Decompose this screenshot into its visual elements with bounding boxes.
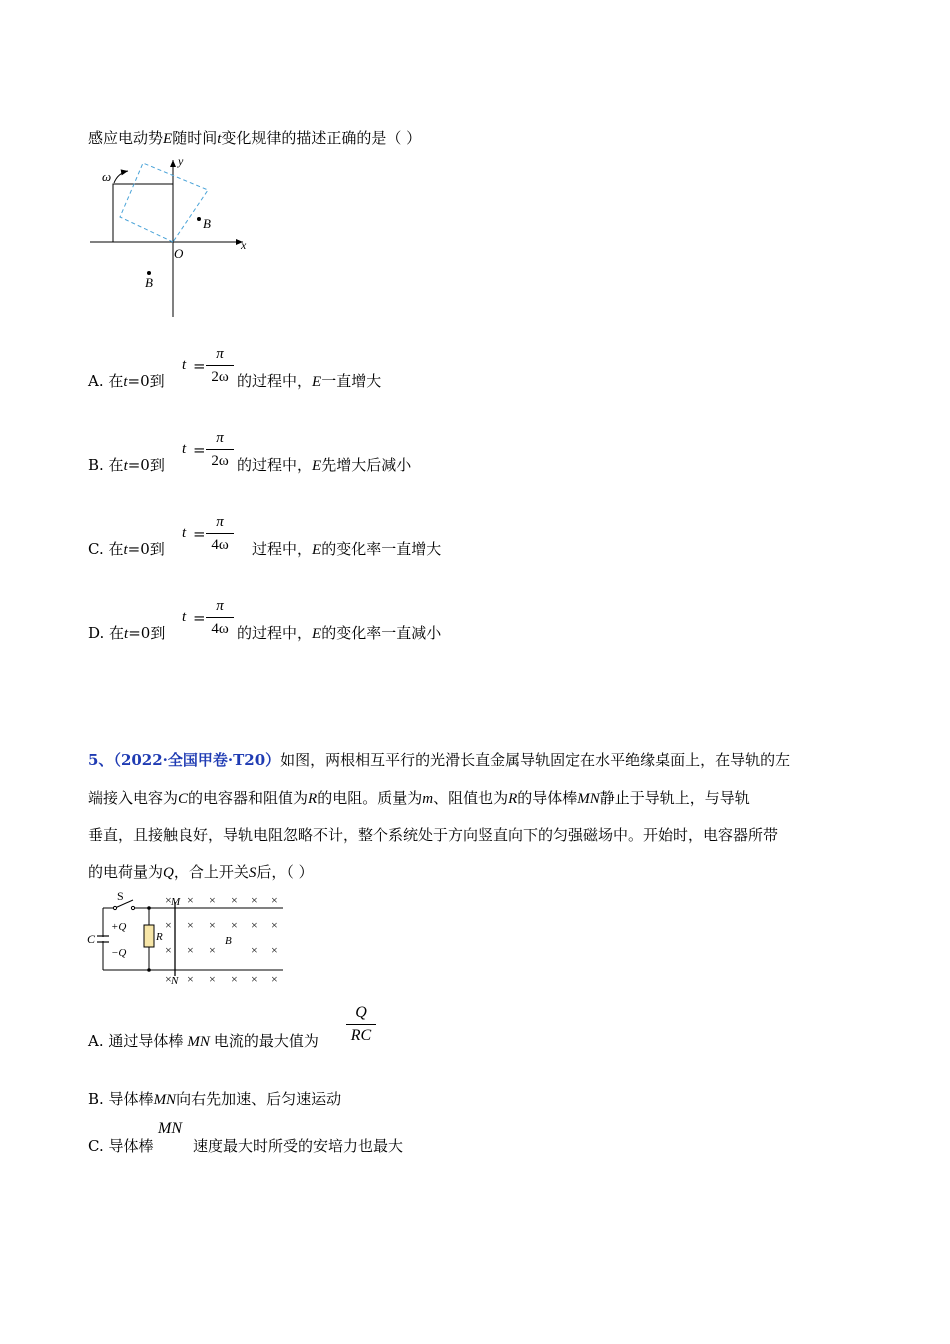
point-B1 (197, 217, 201, 221)
option-text: 的过程中， (237, 456, 313, 474)
q5-stem-line1 (88, 749, 790, 770)
rod-label-N: N (171, 975, 179, 987)
stem-text: 端接入电容为 (88, 789, 179, 807)
stem-text: 静止于导轨上，与导轨 (599, 789, 750, 807)
option-text: A. 通过导体棒 (88, 1032, 184, 1050)
magnetic-field-crosses (165, 893, 278, 986)
var-E: E (312, 626, 322, 642)
var-MN: MN (153, 1092, 177, 1108)
q4-option-a[interactable] (88, 370, 165, 391)
option-text: 到 (150, 624, 166, 642)
field-cross: × (251, 918, 258, 932)
q5-option-c-rest: 速度最大时所受的安培力也最大 (193, 1137, 404, 1155)
option-text: 的过程中， (237, 372, 313, 390)
B2-label: B (145, 275, 153, 290)
rod-label-M: M (171, 896, 181, 908)
q4-option-b-eq: = (193, 441, 206, 459)
option-text: 电流的最大值为 (213, 1032, 319, 1050)
field-cross: × (271, 918, 278, 932)
plus-Q-label: +Q (111, 921, 127, 933)
option-text: 到 (149, 372, 165, 390)
q5-option-c-MN: MN (158, 1120, 182, 1137)
q4-option-c-fraction (206, 513, 234, 554)
q5-stem-line3: 垂直，且接触良好，导轨电阻忽略不计，整个系统处于方向竖直向下的匀强磁场中。开始时，电容器所带 (88, 826, 779, 844)
field-cross: × (251, 893, 258, 907)
field-cross: × (251, 972, 258, 986)
fraction-denominator: 2ω (211, 369, 229, 385)
q5-circuit-figure (85, 888, 290, 990)
question-source: （2022·全国甲卷·T20） (113, 751, 281, 769)
q4-option-d[interactable] (88, 622, 165, 643)
capacitor-label: C (87, 932, 96, 946)
omega-label: ω (102, 169, 112, 184)
field-cross: × (165, 972, 172, 986)
question-number: 5、 (88, 751, 114, 769)
q5-option-a-fraction (346, 1004, 376, 1045)
q4-option-d-eq: = (193, 609, 206, 627)
field-cross: × (209, 972, 216, 986)
field-cross: × (187, 943, 194, 957)
q4-option-a-fraction (206, 345, 234, 386)
stem-text: 后，（ ） (256, 863, 314, 881)
field-cross: × (187, 893, 194, 907)
option-text: 的变化率一直减小 (321, 624, 442, 642)
rotation-arrow-icon (114, 171, 128, 183)
option-text: 到 (149, 456, 165, 474)
option-text: =0 (127, 372, 150, 390)
var-MN: MN (577, 791, 600, 807)
q5-stem-line2 (88, 787, 750, 808)
field-cross: × (165, 893, 172, 907)
option-text: 到 (149, 540, 165, 558)
field-cross: × (271, 893, 278, 907)
option-text: =0 (127, 456, 150, 474)
fraction-denominator: 4ω (211, 621, 229, 637)
switch-pivot (113, 906, 116, 909)
q4-option-d-rest (237, 622, 441, 643)
option-text: 一直增大 (321, 372, 382, 390)
resistor-label: R (156, 931, 163, 943)
option-text: 先增大后减小 (321, 456, 412, 474)
rotated-frame-dashed (120, 163, 208, 242)
fraction-denominator: 2ω (211, 453, 229, 469)
option-text: =0 (127, 540, 150, 558)
stem-text: 随时间 (172, 129, 218, 147)
q4-option-c[interactable] (88, 538, 165, 559)
field-cross: × (231, 972, 238, 986)
var-m: m (422, 791, 434, 807)
field-cross: × (251, 943, 258, 957)
q5-option-c[interactable] (88, 1135, 153, 1156)
field-cross: × (271, 972, 278, 986)
stem-text: 的电容器和阻值为 (188, 789, 309, 807)
option-text: 向右先加速、后匀速运动 (176, 1090, 342, 1108)
option-text: C. 在 (88, 540, 124, 558)
q5-option-a[interactable] (88, 1030, 319, 1051)
var-t: t (124, 626, 129, 642)
field-cross: × (165, 943, 172, 957)
option-text: D. 在 (88, 624, 125, 642)
q4-option-d-fraction (206, 597, 234, 638)
fraction-denominator: 4ω (211, 537, 229, 553)
q5-stem-line4 (88, 861, 314, 882)
q4-option-c-t2: t (182, 525, 187, 541)
var-E: E (312, 458, 322, 474)
minus-Q-label: −Q (111, 947, 127, 959)
field-cross: × (209, 918, 216, 932)
option-text: =0 (128, 624, 151, 642)
stem-var-t: t (217, 131, 222, 147)
option-text: B. 导体棒 (88, 1090, 154, 1108)
var-R: R (308, 791, 318, 807)
fraction-numerator: π (216, 430, 224, 446)
q4-option-c-rest (252, 538, 441, 559)
field-cross: × (231, 893, 238, 907)
switch-label: S (117, 889, 124, 903)
y-label: y (178, 154, 184, 168)
switch-contact (131, 906, 134, 909)
var-t: t (123, 542, 128, 558)
B1-label: B (203, 216, 211, 231)
option-text: A. 在 (88, 372, 124, 390)
field-cross: × (209, 893, 216, 907)
field-cross: × (187, 918, 194, 932)
fraction-numerator: Q (355, 1004, 367, 1021)
var-E: E (312, 542, 322, 558)
origin-label: O (174, 246, 184, 261)
var-t: t (123, 458, 128, 474)
var-C: C (178, 791, 189, 807)
q4-rotating-frame-figure (88, 155, 258, 320)
stem-var-E: E (163, 131, 173, 147)
q5-option-b[interactable] (88, 1088, 341, 1109)
q4-option-b-rest (237, 454, 411, 475)
stem-text: 、阻值也为 (433, 789, 509, 807)
field-cross: × (231, 918, 238, 932)
fraction-numerator: π (216, 598, 224, 614)
resistor-icon (144, 925, 154, 947)
q4-option-b-fraction (206, 429, 234, 470)
stem-text: 的电荷量为 (88, 863, 164, 881)
var-R: R (508, 791, 518, 807)
var-S: S (248, 865, 257, 881)
q4-option-a-eq: = (193, 357, 206, 375)
q4-option-a-t2: t (182, 357, 187, 373)
q4-option-a-rest (237, 370, 381, 391)
stem-text: 的导体棒 (517, 789, 578, 807)
field-cross: × (209, 943, 216, 957)
q4-option-b-t2: t (182, 441, 187, 457)
var-t: t (123, 374, 128, 390)
fraction-denominator: RC (350, 1027, 372, 1044)
var-E: E (312, 374, 322, 390)
option-text: 过程中， (252, 540, 313, 558)
q4-option-b[interactable] (88, 454, 165, 475)
option-text: C. 导体棒 (88, 1137, 154, 1155)
var-Q: Q (163, 865, 174, 881)
stem-text: 变化规律的描述正确的是（ ） (221, 129, 422, 147)
option-text: 的过程中， (237, 624, 313, 642)
var-MN: MN (187, 1034, 210, 1050)
field-label: B (225, 935, 232, 947)
stem-text: 的电阻。质量为 (317, 789, 423, 807)
q4-option-c-eq: = (193, 525, 206, 543)
x-label: x (241, 238, 247, 252)
q4-stem (88, 127, 421, 148)
field-cross: × (187, 972, 194, 986)
q4-option-d-t2: t (182, 609, 187, 625)
field-cross: × (271, 943, 278, 957)
option-text: B. 在 (88, 456, 124, 474)
fraction-numerator: π (216, 514, 224, 530)
stem-text: 如图，两根相互平行的光滑长直金属导轨固定在水平绝缘桌面上，在导轨的左 (280, 751, 791, 769)
fraction-numerator: π (216, 346, 224, 362)
option-text: 的变化率一直增大 (321, 540, 442, 558)
stem-text: 感应电动势 (88, 129, 164, 147)
stem-text: ，合上开关 (173, 863, 249, 881)
field-cross: × (165, 918, 172, 932)
